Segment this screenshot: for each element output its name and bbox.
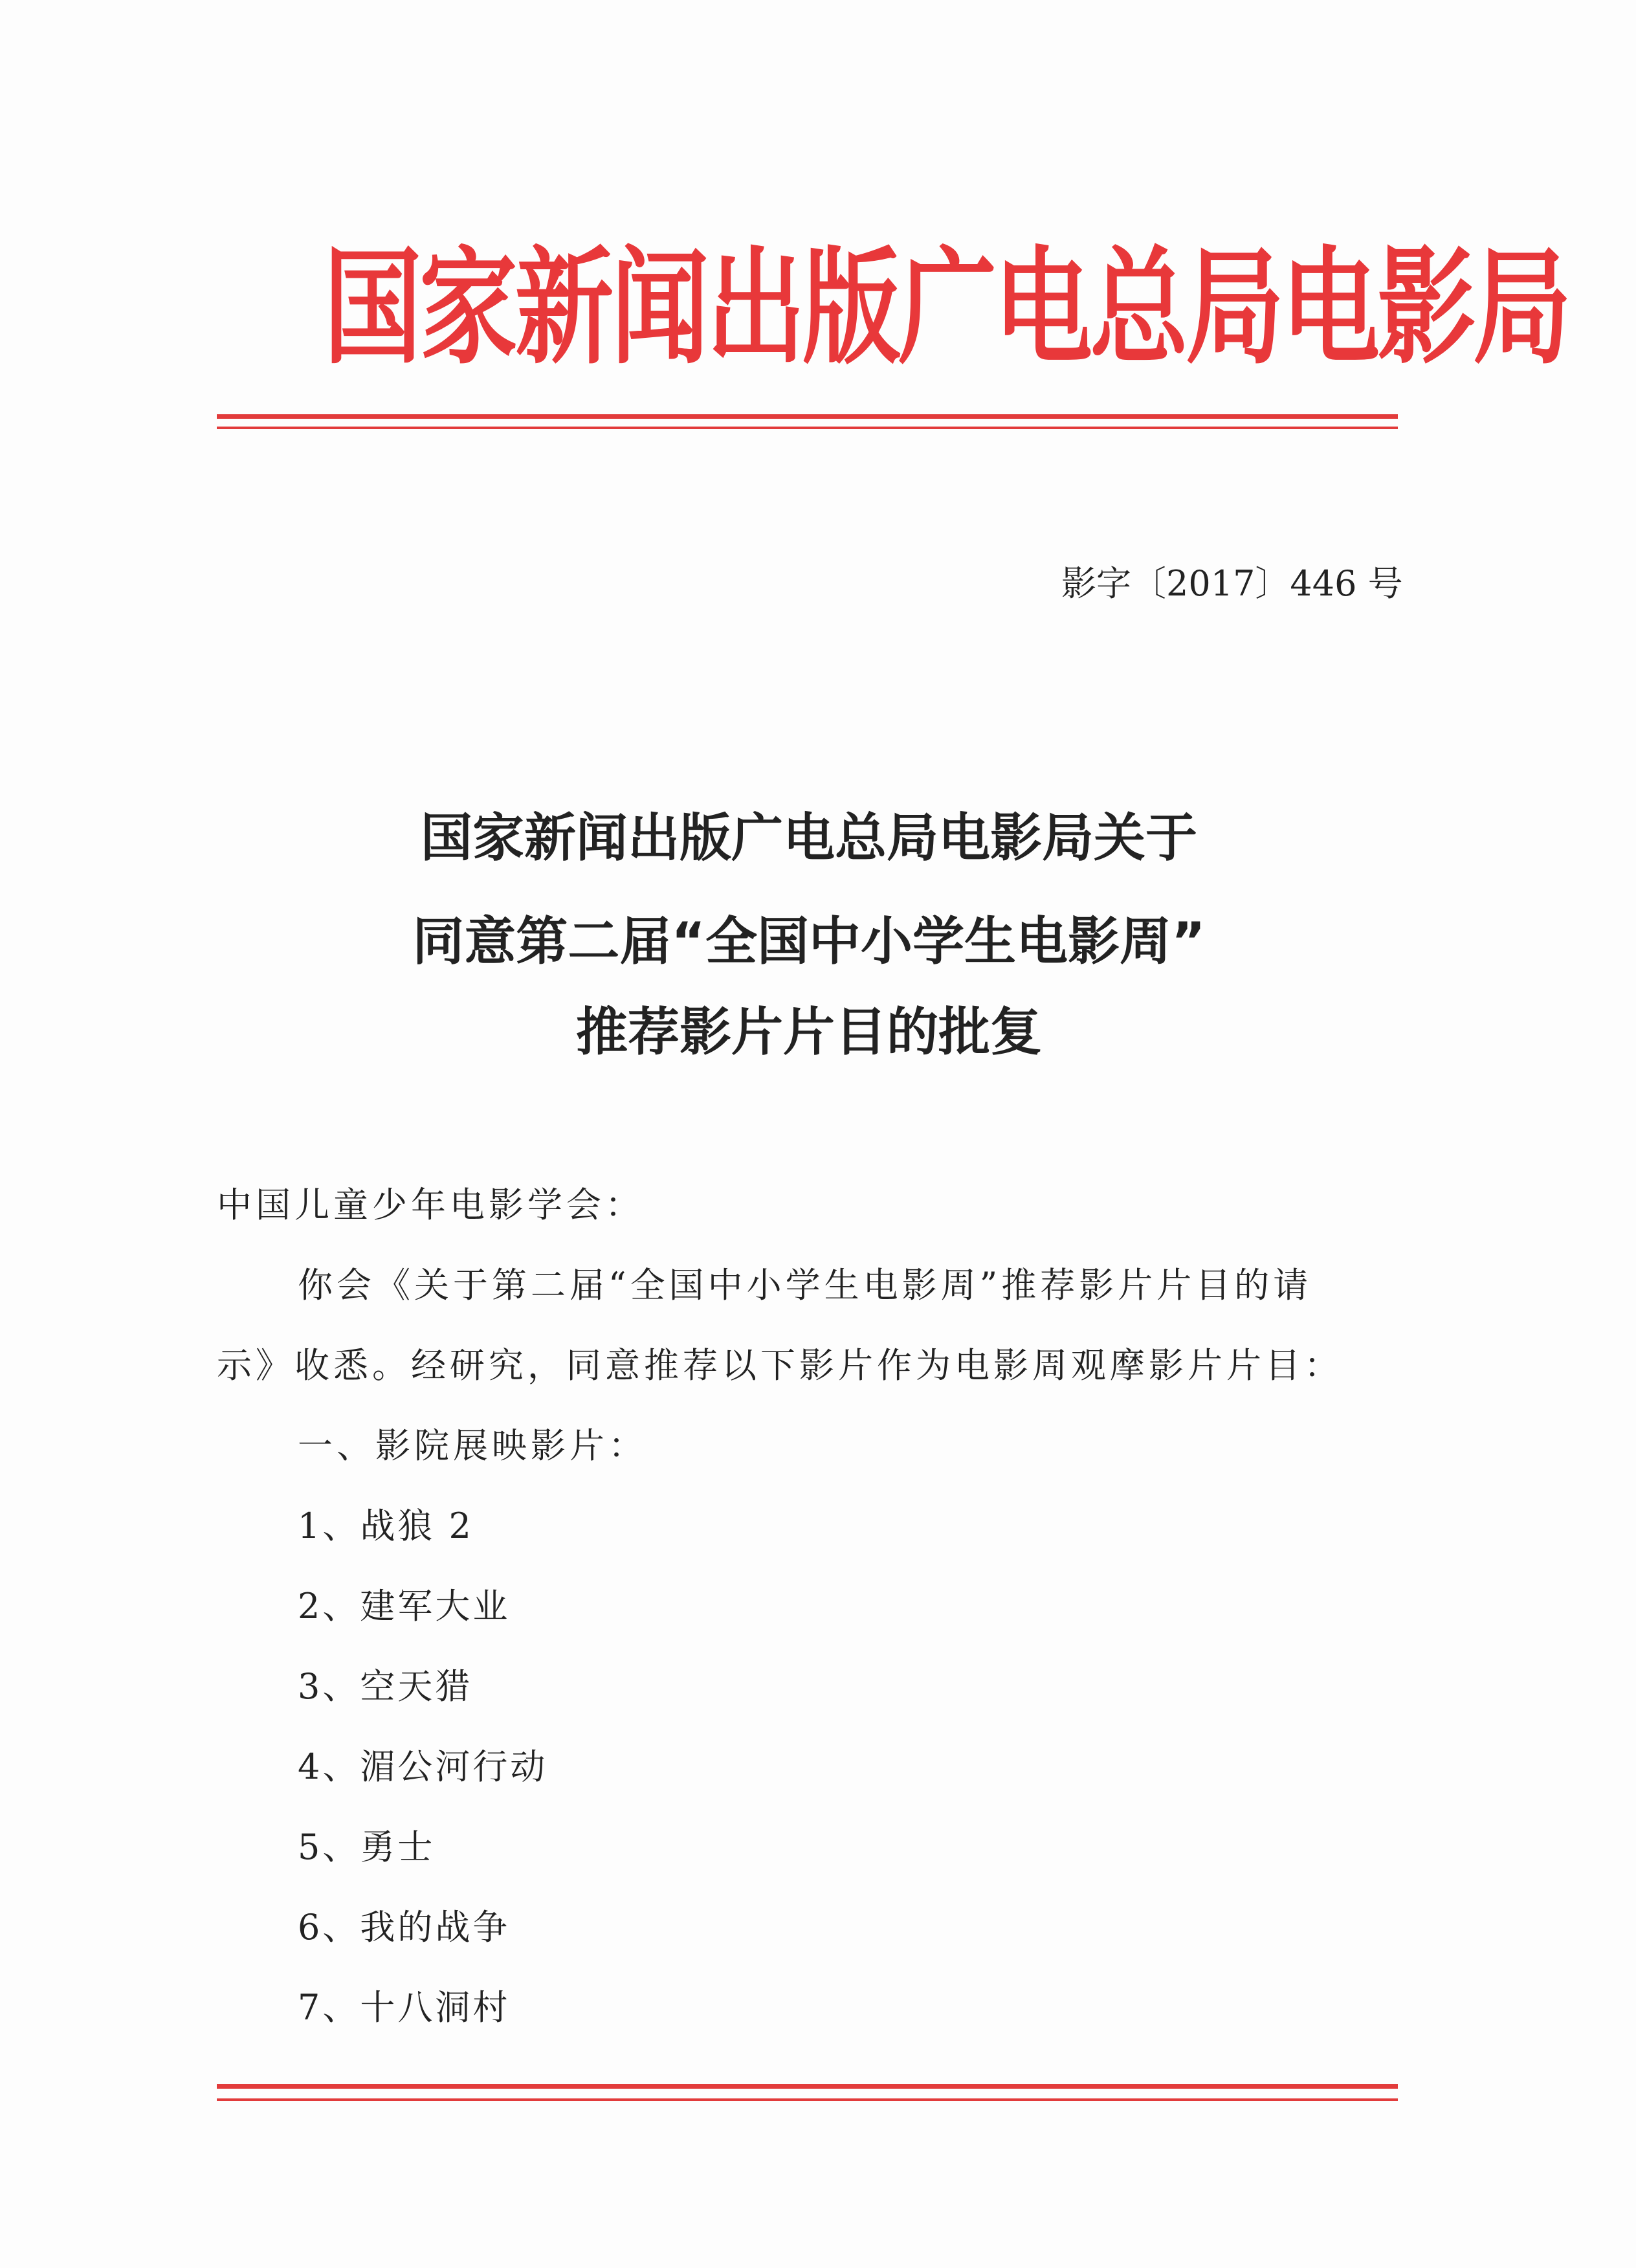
film-list-item: 1、战狼 2 (298, 1506, 474, 1546)
film-list-item: 2、建军大业 (298, 1586, 511, 1627)
salutation: 中国儿童少年电影学会： (217, 1184, 644, 1225)
letterhead-rule-thin (217, 427, 1398, 429)
section-heading: 一、影院展映影片： (298, 1425, 647, 1466)
footer-rule-thick (217, 2084, 1398, 2089)
film-list-item: 4、湄公河行动 (298, 1746, 548, 1787)
film-list-item: 6、我的战争 (298, 1907, 511, 1948)
document-number: 影字〔2017〕446 号 (1061, 563, 1403, 604)
document-title-line-3: 推荐影片片目的批复 (576, 1002, 1042, 1062)
letterhead-rule-thick (217, 414, 1398, 419)
footer-rule-thin (217, 2098, 1398, 2101)
document-title-line-2: 同意第二届“全国中小学生电影周” (412, 911, 1206, 972)
paragraph-line-2: 示》收悉。经研究，同意推荐以下影片作为电影周观摩影片片目： (217, 1345, 1343, 1386)
letterhead-organization: 国家新闻出版广电总局电影局 (324, 234, 1569, 382)
film-list-item: 5、勇士 (298, 1827, 436, 1867)
film-list-item: 7、十八洞村 (298, 1987, 511, 2028)
paragraph-line-1: 你会《关于第二届“全国中小学生电影周”推荐影片片目的请 (298, 1265, 1312, 1306)
film-list-item: 3、空天猎 (298, 1666, 473, 1707)
document-title-line-1: 国家新闻出版广电总局电影局关于 (421, 808, 1197, 868)
